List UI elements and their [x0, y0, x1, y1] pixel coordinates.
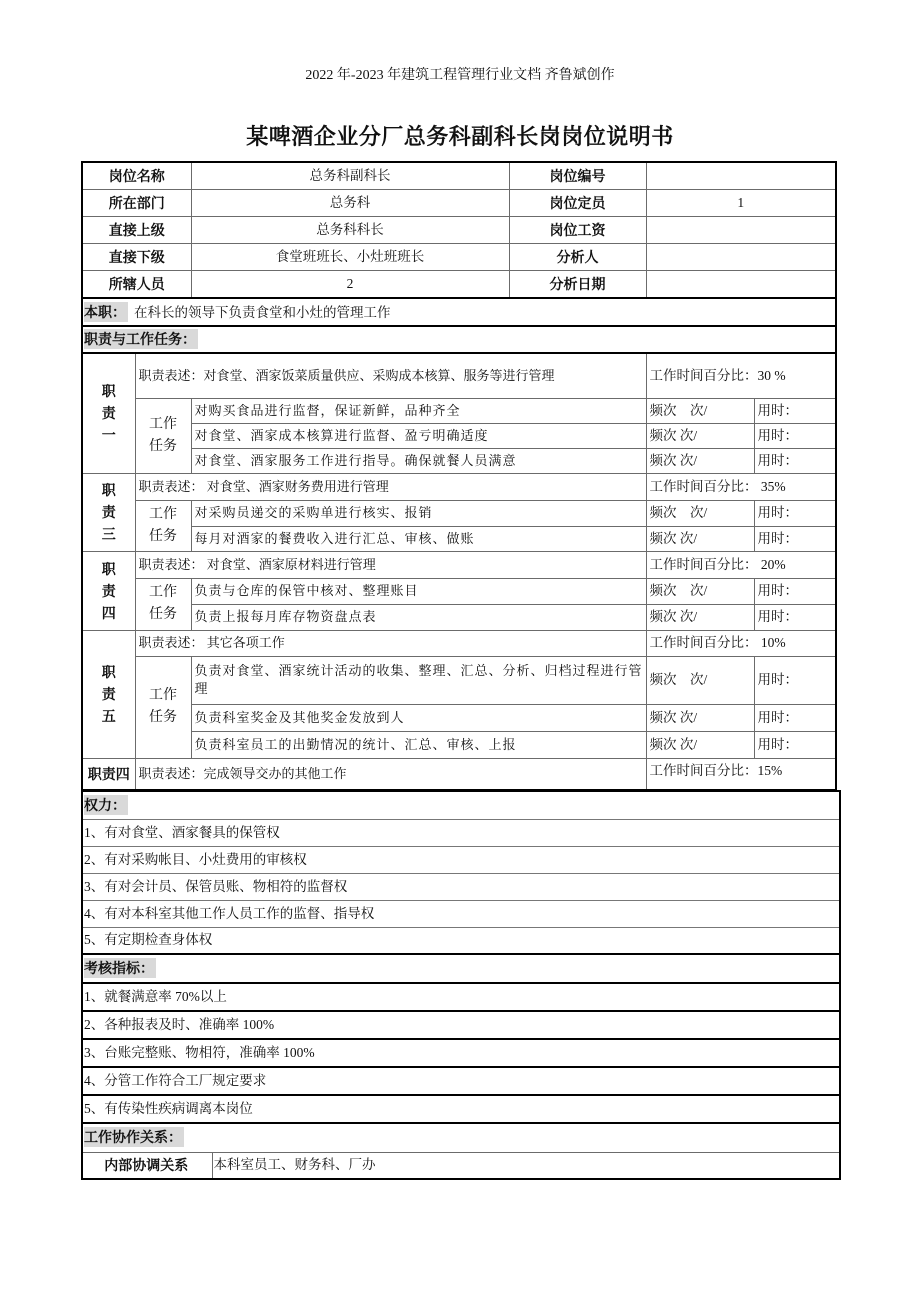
task-text: 负责与仓库的保管中核对、整理账目: [191, 578, 646, 604]
task-time: 用时：: [754, 656, 836, 704]
duty-name: 职责四: [101, 560, 116, 621]
task-frequency: 频次 次/: [646, 604, 754, 630]
header-note: 2022 年-2023 年建筑工程管理行业文档 齐鲁斌创作: [305, 68, 615, 83]
table-row: [82, 1123, 840, 1152]
table-row: [82, 846, 840, 873]
table-row: [82, 500, 836, 526]
duty-name-cell: [82, 353, 135, 473]
task-frequency: 频次 次/: [646, 500, 754, 526]
task-frequency: 频次 次/: [646, 656, 754, 704]
field-label: 岗位编号: [509, 162, 646, 189]
table-row: [82, 758, 836, 790]
duties-heading: 职责与工作任务：: [84, 331, 196, 347]
table-row: [82, 1011, 840, 1039]
task-text: 负责对食堂、酒家统计活动的收集、整理、汇总、分析、归档过程进行管理: [191, 656, 646, 704]
job-description-table: [81, 161, 837, 791]
field-value: [646, 216, 836, 243]
table-row: [82, 873, 840, 900]
table-row: [82, 900, 840, 927]
table-row: [82, 656, 836, 704]
kpi-item: 3、台账完整账、物相符，准确率 100%: [82, 1039, 840, 1067]
table-row: [82, 398, 836, 423]
table-row: [82, 578, 836, 604]
kpi-item: 5、有传染性疾病调离本岗位: [82, 1095, 840, 1123]
main-duty-text: 在科长的领导下负责食堂和小灶的管理工作: [134, 304, 391, 320]
field-label: 直接下级: [82, 243, 191, 270]
task-time: 用时：: [754, 448, 836, 473]
table-row: [82, 704, 836, 731]
task-text: 对采购员递交的采购单进行核实、报销: [191, 500, 646, 526]
table-row: [82, 819, 840, 846]
power-item: 5、有定期检查身体权: [82, 927, 840, 954]
extra-duty-time-percent: 工作时间百分比：15%: [646, 758, 836, 790]
task-text: 每月对酒家的餐费收入进行汇总、审核、做账: [191, 526, 646, 551]
field-label: 直接上级: [82, 216, 191, 243]
task-time: 用时：: [754, 604, 836, 630]
table-row: [82, 983, 840, 1011]
task-label: 工作任务: [148, 585, 177, 622]
table-row: [82, 448, 836, 473]
duty-name: 职责三: [101, 482, 116, 542]
duty-description: 职责表述： 对食堂、酒家财务费用进行管理: [135, 473, 646, 500]
table-row: [82, 731, 836, 758]
field-label: 岗位名称: [82, 162, 191, 189]
table-row: [82, 1039, 840, 1067]
task-frequency: 频次 次/: [646, 448, 754, 473]
field-value: 1: [646, 189, 836, 216]
table-row: [82, 326, 836, 353]
task-text: 负责上报每月库存物资盘点表: [191, 604, 646, 630]
task-frequency: 频次 次/: [646, 704, 754, 731]
extra-duty-name: 职责四: [82, 758, 135, 790]
duty-name: 职责五: [101, 664, 116, 724]
task-label: 工作任务: [148, 506, 177, 544]
task-time: 用时：: [754, 704, 836, 731]
task-text: 负责科室奖金及其他奖金发放到人: [191, 704, 646, 731]
task-time: 用时：: [754, 423, 836, 448]
table-row: [82, 630, 836, 656]
task-time: 用时：: [754, 526, 836, 551]
task-text: 对购买食品进行监督，保证新鲜，品种齐全: [191, 398, 646, 423]
task-time: 用时：: [754, 500, 836, 526]
task-label-cell: [135, 500, 191, 551]
task-frequency: 频次 次/: [646, 423, 754, 448]
table-row: [82, 604, 836, 630]
field-value: [646, 243, 836, 270]
powers-heading-row: [82, 791, 840, 819]
duty-description: 职责表述： 对食堂、酒家原材料进行管理: [135, 551, 646, 578]
power-item: 1、有对食堂、酒家餐具的保管权: [82, 819, 840, 846]
powers-kpi-table: [81, 790, 841, 1180]
task-text: 负责科室员工的出勤情况的统计、汇总、审核、上报: [191, 731, 646, 758]
field-value: [646, 162, 836, 189]
table-row: [82, 526, 836, 551]
task-frequency: 频次 次/: [646, 398, 754, 423]
field-value: 总务科副科长: [191, 162, 509, 189]
task-label: 工作任务: [148, 416, 177, 454]
duty-name-cell: [82, 473, 135, 551]
table-row: [82, 551, 836, 578]
kpi-heading-row: [82, 954, 840, 983]
field-value: 总务科科长: [191, 216, 509, 243]
table-row: [82, 423, 836, 448]
cooperation-heading: 工作协作关系：: [84, 1129, 182, 1146]
power-item: 2、有对采购帐目、小灶费用的审核权: [82, 846, 840, 873]
table-row: [82, 353, 836, 398]
field-label: 所在部门: [82, 189, 191, 216]
duty-description: 职责表述： 其它各项工作: [135, 630, 646, 656]
kpi-item: 4、分管工作符合工厂规定要求: [82, 1067, 840, 1095]
internal-relation-value: 本科室员工、财务科、厂办: [212, 1152, 840, 1179]
power-item: 4、有对本科室其他工作人员工作的监督、指导权: [82, 900, 840, 927]
table-row: [82, 1095, 840, 1123]
table-row: [82, 243, 836, 270]
field-value: 总务科: [191, 189, 509, 216]
table-row: [82, 791, 840, 819]
main-duty-label: 本职：: [84, 303, 126, 320]
field-value: 2: [191, 270, 509, 298]
task-label-cell: [135, 578, 191, 630]
document-title: 某啤酒企业分厂总务科副科长岗岗位说明书: [246, 124, 674, 149]
table-row: [82, 216, 836, 243]
duty-name-cell: [82, 630, 135, 758]
task-text: 对食堂、酒家成本核算进行监督、盈亏明确适度: [191, 423, 646, 448]
duty-time-percent: 工作时间百分比： 10%: [646, 630, 836, 656]
table-row: [82, 162, 836, 189]
task-time: 用时：: [754, 578, 836, 604]
task-frequency: 频次 次/: [646, 731, 754, 758]
task-label-cell: [135, 398, 191, 473]
field-label: 岗位工资: [509, 216, 646, 243]
duty-name-cell: [82, 551, 135, 630]
duty-name: 职责一: [101, 383, 116, 444]
task-time: 用时：: [754, 731, 836, 758]
duty-time-percent: 工作时间百分比：30 %: [646, 353, 836, 398]
cooperation-heading-row: [82, 1123, 840, 1152]
kpi-item: 2、各种报表及时、准确率 100%: [82, 1011, 840, 1039]
task-frequency: 频次 次/: [646, 578, 754, 604]
table-row: [82, 473, 836, 500]
table-row: [82, 1152, 840, 1179]
table-row: [82, 954, 840, 983]
field-label: 所辖人员: [82, 270, 191, 298]
field-value: 食堂班班长、小灶班班长: [191, 243, 509, 270]
field-value: [646, 270, 836, 298]
task-label: 工作任务: [148, 688, 177, 725]
table-row: [82, 298, 836, 326]
duties-heading-row: [82, 326, 836, 353]
duty-description: 职责表述：对食堂、酒家饭菜质量供应、采购成本核算、服务等进行管理: [135, 353, 646, 398]
powers-heading: 权力：: [84, 796, 126, 813]
table-row: [82, 189, 836, 216]
table-row: [82, 270, 836, 298]
field-label: 岗位定员: [509, 189, 646, 216]
power-item: 3、有对会计员、保管员账、物相符的监督权: [82, 873, 840, 900]
task-frequency: 频次 次/: [646, 526, 754, 551]
task-text: 对食堂、酒家服务工作进行指导。确保就餐人员满意: [191, 448, 646, 473]
internal-relation-label: 内部协调关系: [82, 1152, 212, 1179]
extra-duty-description: 职责表述：完成领导交办的其他工作: [135, 758, 646, 790]
duty-time-percent: 工作时间百分比： 20%: [646, 551, 836, 578]
table-row: [82, 1067, 840, 1095]
kpi-heading: 考核指标：: [84, 960, 154, 976]
field-label: 分析人: [509, 243, 646, 270]
main-duty-row: [82, 298, 836, 326]
field-label: 分析日期: [509, 270, 646, 298]
kpi-item: 1、就餐满意率 70%以上: [82, 983, 840, 1011]
duty-time-percent: 工作时间百分比： 35%: [646, 473, 836, 500]
task-label-cell: [135, 656, 191, 758]
task-time: 用时：: [754, 398, 836, 423]
table-row: [82, 927, 840, 954]
